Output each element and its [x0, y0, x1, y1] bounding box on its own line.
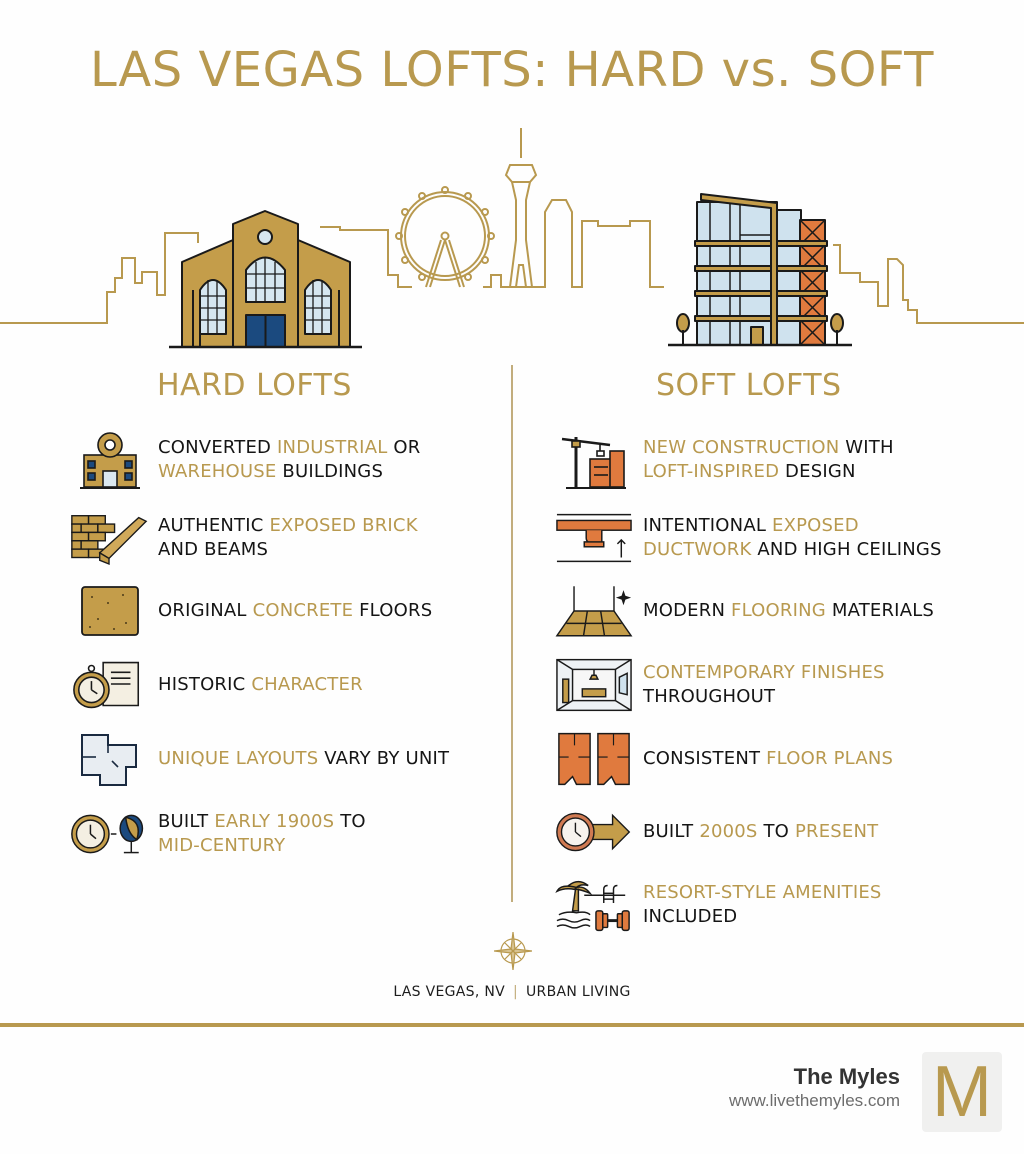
- soft-loft-text-construction: NEW CONSTRUCTION WITH LOFT-INSPIRED DESIGN: [643, 437, 894, 482]
- hard-loft-item: [70, 726, 449, 792]
- skyline-illustration: [0, 120, 1024, 360]
- skyline-outline-icon: [0, 128, 1024, 323]
- stopwatch-scroll-icon: [70, 652, 148, 718]
- soft-loft-item: [555, 726, 893, 792]
- floor-plans-pair-icon: [555, 726, 633, 792]
- soft-loft-item: [555, 505, 942, 571]
- brand-logo: M: [922, 1052, 1002, 1132]
- compass-rose-icon: [494, 932, 532, 970]
- soft-loft-item: [555, 799, 878, 865]
- soft-loft-text-amenities: RESORT-STYLE AMENITIES INCLUDED: [643, 882, 882, 927]
- brand-block: [729, 1064, 900, 1112]
- modern-glass-building-icon: [668, 194, 852, 345]
- hard-loft-item: [70, 505, 418, 571]
- hard-loft-text-industrial: CONVERTED INDUSTRIAL OR WAREHOUSE BUILDINGS: [158, 437, 421, 482]
- hard-loft-text-layouts: UNIQUE LAYOUTS VARY BY UNIT: [158, 748, 450, 769]
- soft-loft-item: [555, 427, 894, 493]
- footer-tagline: [0, 984, 1024, 1000]
- warehouse-building-icon: [169, 211, 362, 347]
- soft-loft-text-flooring: MODERN FLOORING MATERIALS: [643, 600, 935, 621]
- tagline-separator: |: [512, 984, 518, 1000]
- concrete-slab-icon: [70, 578, 148, 644]
- footer-divider: [0, 1023, 1024, 1027]
- soft-loft-text-finishes: CONTEMPORARY FINISHES THROUGHOUT: [643, 662, 885, 707]
- hard-loft-text-character: HISTORIC CHARACTER: [158, 674, 363, 695]
- clock-arrow-icon: [555, 799, 633, 865]
- soft-loft-item: [555, 578, 934, 644]
- floor-plan-icon: [70, 726, 148, 792]
- brand-name: The Myles: [793, 1064, 900, 1089]
- hard-loft-text-concrete: ORIGINAL CONCRETE FLOORS: [158, 600, 433, 621]
- hard-loft-text-brick: AUTHENTIC EXPOSED BRICK AND BEAMS: [158, 515, 418, 560]
- soft-loft-item: [555, 652, 885, 718]
- location-label: LAS VEGAS, NV: [393, 984, 505, 1000]
- hard-loft-item: [70, 427, 420, 493]
- soft-loft-text-era: BUILT 2000S TO PRESENT: [643, 821, 879, 842]
- page-title: LAS VEGAS LOFTS: HARD vs. SOFT: [90, 42, 934, 98]
- ductwork-pipe-icon: [555, 505, 633, 571]
- hard-loft-item: [70, 578, 432, 644]
- soft-lofts-heading: SOFT LOFTS: [656, 368, 842, 403]
- brick-beam-icon: [70, 505, 148, 571]
- hard-loft-text-era: BUILT EARLY 1900S TO MID-CENTURY: [158, 811, 366, 856]
- factory-gear-icon: [70, 427, 148, 493]
- soft-loft-text-ductwork: INTENTIONAL EXPOSED DUCTWORK AND HIGH CEILINGS: [643, 515, 942, 560]
- wood-floor-icon: [555, 578, 633, 644]
- palm-pool-dumbbell-icon: [555, 872, 633, 938]
- modern-room-icon: [555, 652, 633, 718]
- subtitle-label: URBAN LIVING: [526, 984, 631, 1000]
- brand-url-link[interactable]: www.livethemyles.com: [729, 1091, 900, 1110]
- crane-construction-icon: [555, 427, 633, 493]
- column-divider: [511, 365, 513, 902]
- hard-loft-item: [70, 801, 366, 867]
- soft-loft-item: [555, 872, 882, 938]
- clock-globe-icon: [70, 801, 148, 867]
- hard-loft-item: [70, 652, 363, 718]
- soft-loft-text-floorplans: CONSISTENT FLOOR PLANS: [643, 748, 894, 769]
- hard-lofts-heading: HARD LOFTS: [157, 368, 352, 403]
